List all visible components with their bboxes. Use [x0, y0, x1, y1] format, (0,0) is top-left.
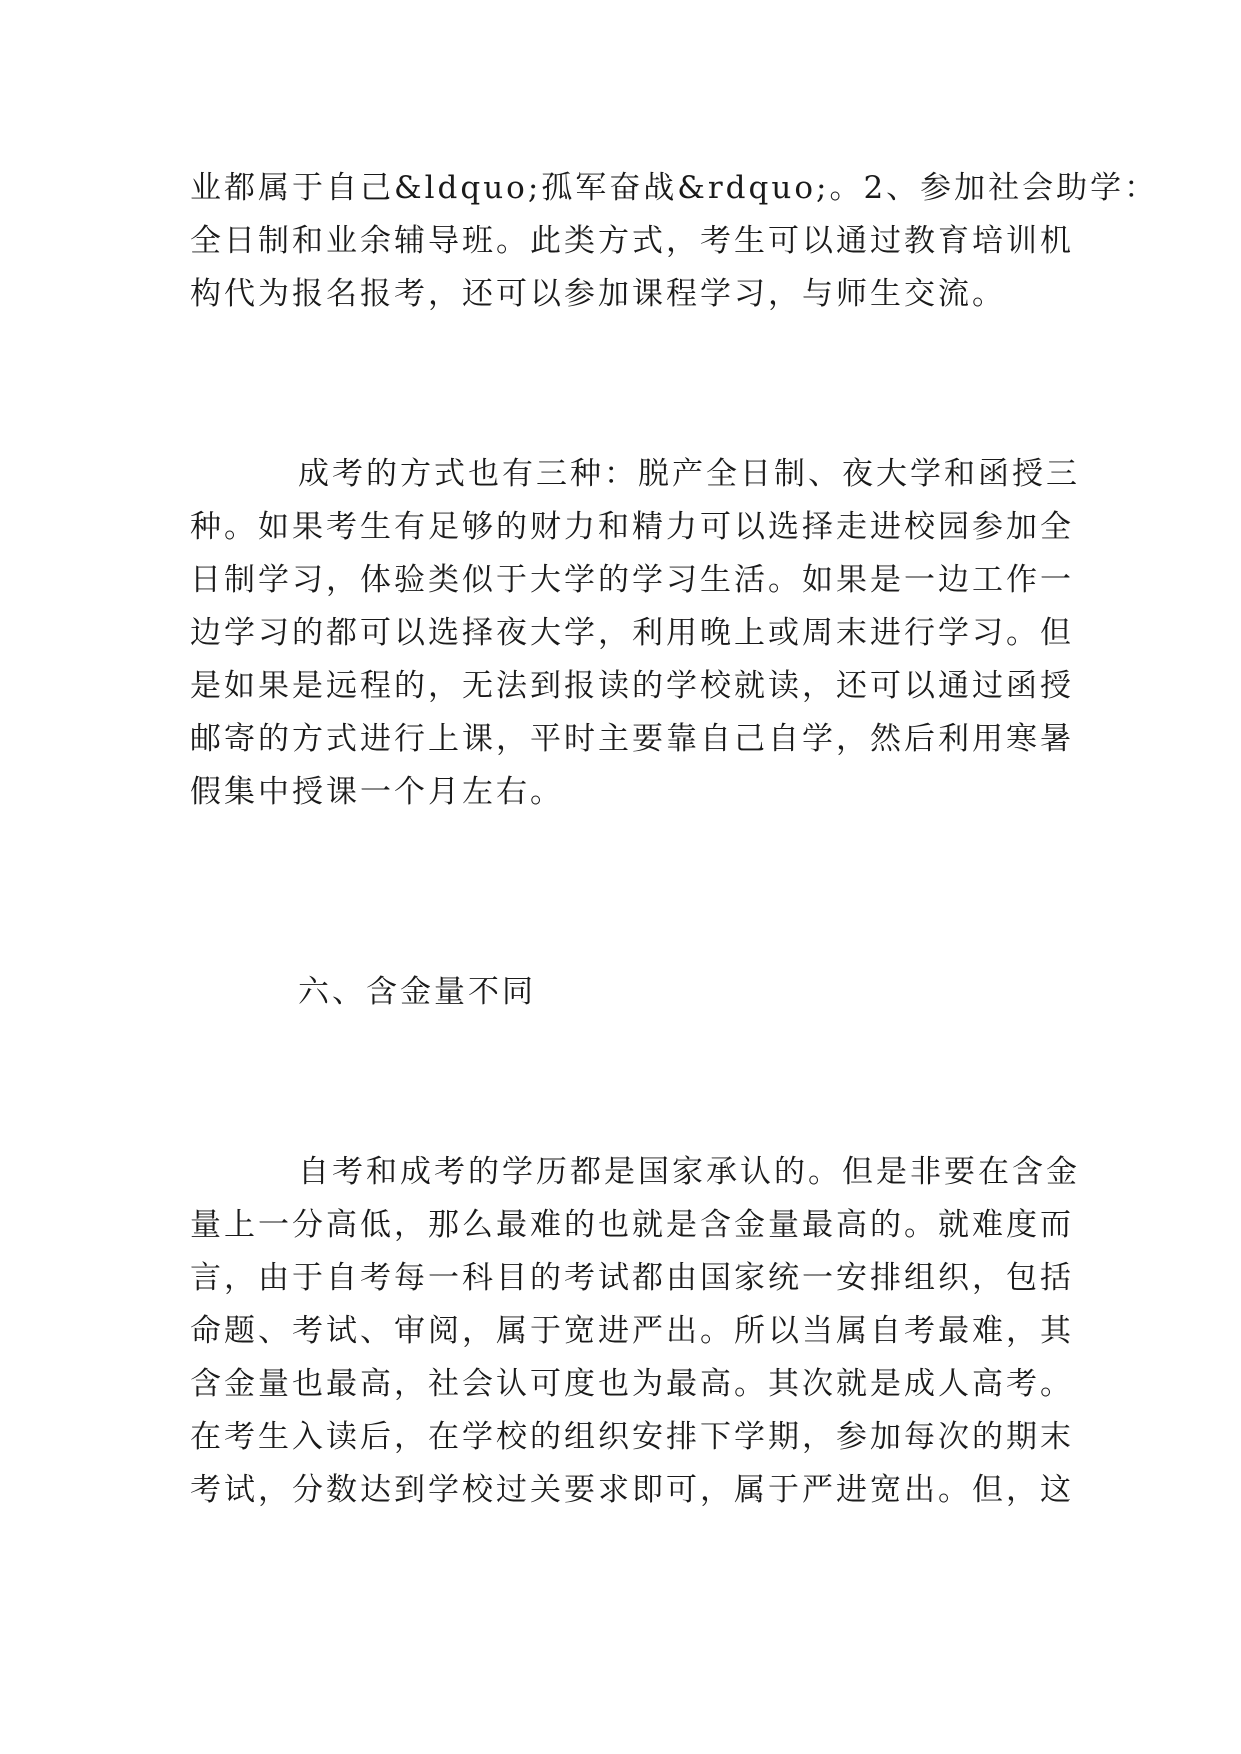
text-line: 全日制和业余辅导班。此类方式，考生可以通过教育培训机	[190, 223, 1074, 259]
text-line: 言，由于自考每一科目的考试都由国家统一安排组织，包括	[190, 1260, 1074, 1296]
text-line: 边学习的都可以选择夜大学，利用晚上或周末进行学习。但	[190, 615, 1074, 651]
text-line: 成考的方式也有三种：脱产全日制、夜大学和函授三	[298, 456, 1080, 492]
section-heading: 六、含金量不同	[298, 974, 536, 1010]
text-line: 假集中授课一个月左右。	[190, 774, 564, 810]
text-line: 自考和成考的学历都是国家承认的。但是非要在含金	[298, 1154, 1080, 1190]
text-line: 业都属于自己&ldquo;孤军奋战&rdquo;。2、参加社会助学：	[190, 170, 1159, 206]
text-line: 考试，分数达到学校过关要求即可，属于严进宽出。但，这	[190, 1472, 1074, 1508]
text-line: 含金量也最高，社会认可度也为最高。其次就是成人高考。	[190, 1366, 1074, 1402]
text-line: 在考生入读后，在学校的组织安排下学期，参加每次的期末	[190, 1419, 1074, 1455]
text-line: 日制学习，体验类似于大学的学习生活。如果是一边工作一	[190, 562, 1074, 598]
text-line: 命题、考试、审阅，属于宽进严出。所以当属自考最难，其	[190, 1313, 1074, 1349]
text-line: 邮寄的方式进行上课，平时主要靠自己自学，然后利用寒暑	[190, 721, 1074, 757]
text-line: 是如果是远程的，无法到报读的学校就读，还可以通过函授	[190, 668, 1074, 704]
text-line: 种。如果考生有足够的财力和精力可以选择走进校园参加全	[190, 509, 1074, 545]
text-line: 构代为报名报考，还可以参加课程学习，与师生交流。	[190, 276, 1006, 312]
text-line: 量上一分高低，那么最难的也就是含金量最高的。就难度而	[190, 1207, 1074, 1243]
